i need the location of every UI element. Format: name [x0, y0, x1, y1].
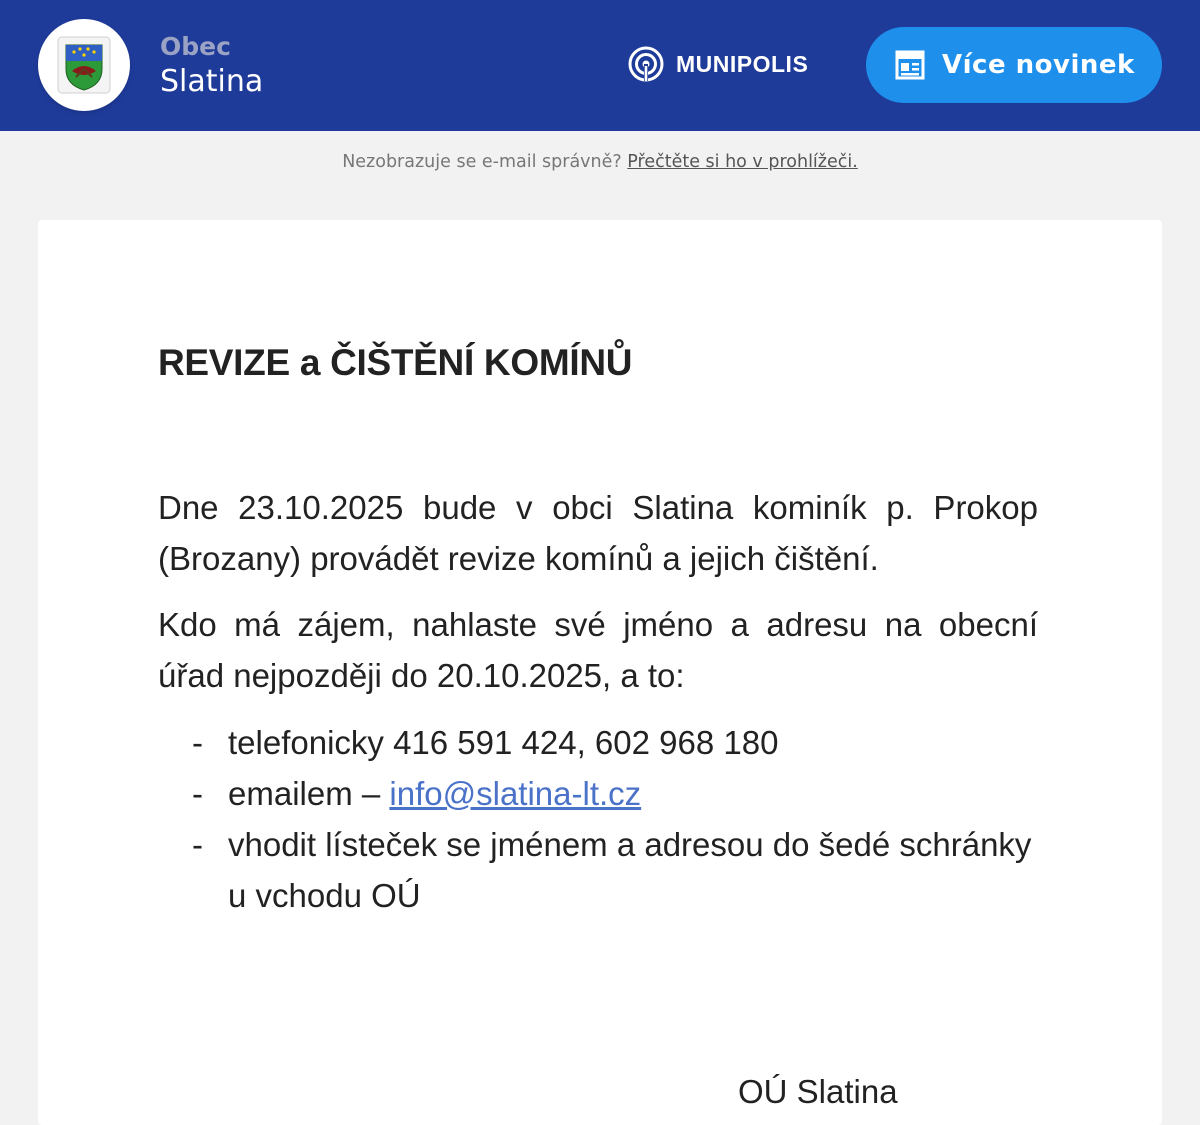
list-dash: - [192, 724, 203, 761]
munipolis-brand[interactable] [626, 44, 808, 84]
more-news-label: Více novinek [942, 50, 1135, 80]
coat-of-arms-icon [54, 35, 114, 95]
more-news-button[interactable] [866, 27, 1162, 103]
signature: OÚ Slatina [738, 1073, 898, 1110]
notice-text: Nezobrazuje se e-mail správně? [342, 152, 622, 172]
town-prefix: Obec [160, 32, 231, 61]
phone-text: telefonicky 416 591 424, 602 968 180 [228, 724, 779, 761]
list-dash: - [192, 775, 203, 812]
mailbox-text: vhodit lísteček se jménem a adresou do šedé schránky u vchodu OÚ [228, 826, 1032, 914]
town-name: Slatina [160, 64, 264, 99]
list-item-phone [158, 717, 1058, 768]
email-header [0, 0, 1200, 131]
newspaper-icon [894, 49, 926, 81]
email-prefix: emailem – [228, 775, 381, 812]
contact-options-list [158, 717, 1058, 921]
view-in-browser-link[interactable]: Přečtěte si ho v prohlížeči. [627, 152, 858, 172]
town-crest-logo[interactable] [38, 19, 130, 111]
list-item-email [158, 768, 1058, 819]
announcement-paragraph: Dne 23.10.2025 bude v obci Slatina kominík p. Prokop (Brozany) provádět revize komínů a jejich čištění. [158, 489, 1038, 577]
brand-name: MUNIPOLIS [676, 50, 809, 77]
list-item-mailbox [158, 819, 1058, 921]
broadcast-icon [626, 44, 666, 84]
list-dash: - [192, 826, 203, 863]
document-title: REVIZE a ČIŠTĚNÍ KOMÍNŮ [158, 342, 633, 383]
browser-view-notice [0, 152, 1200, 172]
email-link[interactable]: info@slatina-lt.cz [389, 775, 642, 812]
content-card [38, 220, 1162, 1125]
instructions-paragraph: Kdo má zájem, nahlaste své jméno a adresu na obecní úřad nejpozději do 20.10.2025, a to: [158, 606, 1038, 694]
